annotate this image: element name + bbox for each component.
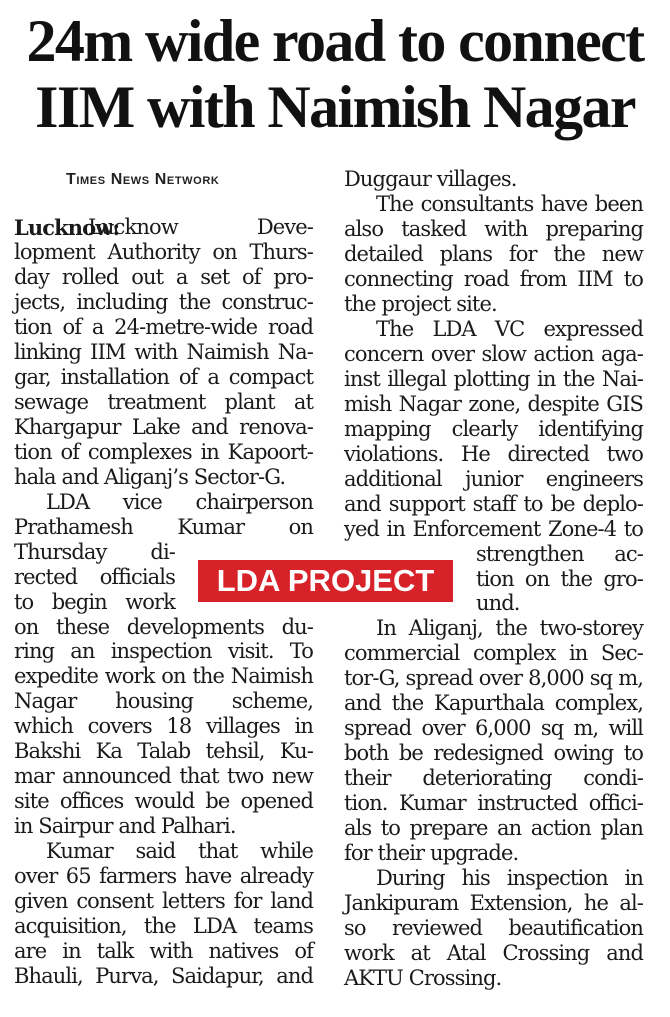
- right-text-line: and support staff to be deplo-: [344, 491, 643, 516]
- left-text-line: ring an inspection visit. To: [14, 639, 313, 664]
- right-text-line: spread over 6,000 sq m, will: [344, 716, 643, 741]
- right-text-line: violations. He directed two: [344, 441, 643, 466]
- right-text-line: connecting road from IIM to: [344, 266, 643, 291]
- left-text-line: jects, including the construc-: [14, 289, 313, 314]
- right-text-line: also tasked with preparing: [344, 216, 643, 241]
- left-text-line: Bakshi Ka Talab tehsil, Ku-: [14, 739, 313, 764]
- right-text-line: Jankipuram Extension, he al-: [344, 891, 643, 916]
- right-text-line: inst illegal plotting in the Nai-: [344, 366, 643, 391]
- right-text-line: mish Nagar zone, despite GIS: [344, 391, 643, 416]
- left-text-line: given consent letters for land: [14, 889, 313, 914]
- left-text-line: hala and Aliganj’s Sector-G.: [14, 464, 286, 489]
- section-banner: LDA PROJECT: [198, 560, 453, 602]
- headline: [0, 8, 670, 140]
- right-text-line: tion on the gro-: [476, 566, 643, 591]
- right-text-line: both be redesigned owing to: [344, 741, 643, 766]
- left-text-line: to begin work: [14, 589, 175, 614]
- right-text-line: the project site.: [344, 291, 497, 316]
- left-text-line: Kumar said that while: [46, 839, 313, 864]
- right-text-line: tion. Kumar instructed offici-: [344, 791, 643, 816]
- right-text-line: concern over slow action aga-: [344, 341, 643, 366]
- left-text-line: Thursday di-: [14, 539, 175, 564]
- left-text-line: are in talk with natives of: [14, 939, 313, 964]
- right-text-line: yed in Enforcement Zone-4 to: [344, 516, 643, 541]
- right-text-line: so reviewed beautification: [344, 916, 643, 941]
- right-text-line: als to prepare an action plan: [344, 816, 643, 841]
- left-text-line: Bhauli, Purva, Saidapur, and: [14, 964, 313, 989]
- left-text-line: LDA vice chairperson: [46, 489, 313, 514]
- left-text-line: on these developments du-: [14, 614, 313, 639]
- right-text-line: commercial complex in Sec-: [344, 641, 643, 666]
- right-text-line: additional junior engineers: [344, 466, 643, 491]
- headline-line-1: 24m wide road to connect: [26, 8, 644, 74]
- dateline-wrap: [14, 215, 119, 241]
- left-text-line: over 65 farmers have already: [14, 864, 313, 889]
- left-text-line: mar announced that two new: [14, 764, 313, 789]
- right-text-line: for their upgrade.: [344, 841, 519, 866]
- left-text-line: Prathamesh Kumar on: [14, 514, 313, 539]
- right-text-line: tor-G, spread over 8,000 sq m,: [344, 666, 643, 691]
- right-text-line: detailed plans for the new: [344, 241, 643, 266]
- left-text-line: rected officials: [14, 564, 175, 589]
- right-text-line: and the Kapurthala complex,: [344, 691, 643, 716]
- left-text-line: Khargapur Lake and renova-: [14, 414, 313, 439]
- right-text-line: mapping clearly identifying: [344, 416, 643, 441]
- left-text-line: tion of complexes in Kapoort-: [14, 439, 313, 464]
- left-text-line: site offices would be opened: [14, 789, 313, 814]
- dateline: Lucknow:: [14, 215, 120, 240]
- left-text-line: in Sairpur and Palhari.: [14, 814, 236, 839]
- byline: Times News Network: [66, 171, 220, 188]
- left-text-line: which covers 18 villages in: [14, 714, 313, 739]
- right-text-line: strengthen ac-: [476, 541, 643, 566]
- left-text-line: acquisition, the LDA teams: [14, 914, 313, 939]
- right-text-line: und.: [476, 591, 520, 616]
- right-text-line: During his inspection in: [376, 866, 643, 891]
- left-text-line: day rolled out a set of pro-: [14, 264, 313, 289]
- headline-line-2: IIM with Naimish Nagar: [35, 74, 635, 140]
- left-text-line: lopment Authority on Thurs-: [14, 239, 313, 264]
- left-text-line: linking IIM with Naimish Na-: [14, 339, 313, 364]
- left-text-line: sewage treatment plant at: [14, 389, 313, 414]
- right-text-line: The LDA VC expressed: [376, 316, 643, 341]
- left-text-line: tion of a 24-metre-wide road: [14, 314, 313, 339]
- right-text-line: AKTU Crossing.: [344, 966, 502, 991]
- left-text-line: gar, installation of a compact: [14, 364, 313, 389]
- right-text-line: their deteriorating condi-: [344, 766, 643, 791]
- left-text-line: Lucknow Deve-: [88, 215, 313, 239]
- right-text-line: Duggaur villages.: [344, 167, 517, 191]
- right-text-line: The consultants have been: [376, 191, 643, 216]
- left-text-line: expedite work on the Naimish: [14, 664, 313, 689]
- right-text-line: work at Atal Crossing and: [344, 941, 643, 966]
- left-text-line: Nagar housing scheme,: [14, 689, 313, 714]
- right-text-line: In Aliganj, the two-storey: [376, 616, 643, 641]
